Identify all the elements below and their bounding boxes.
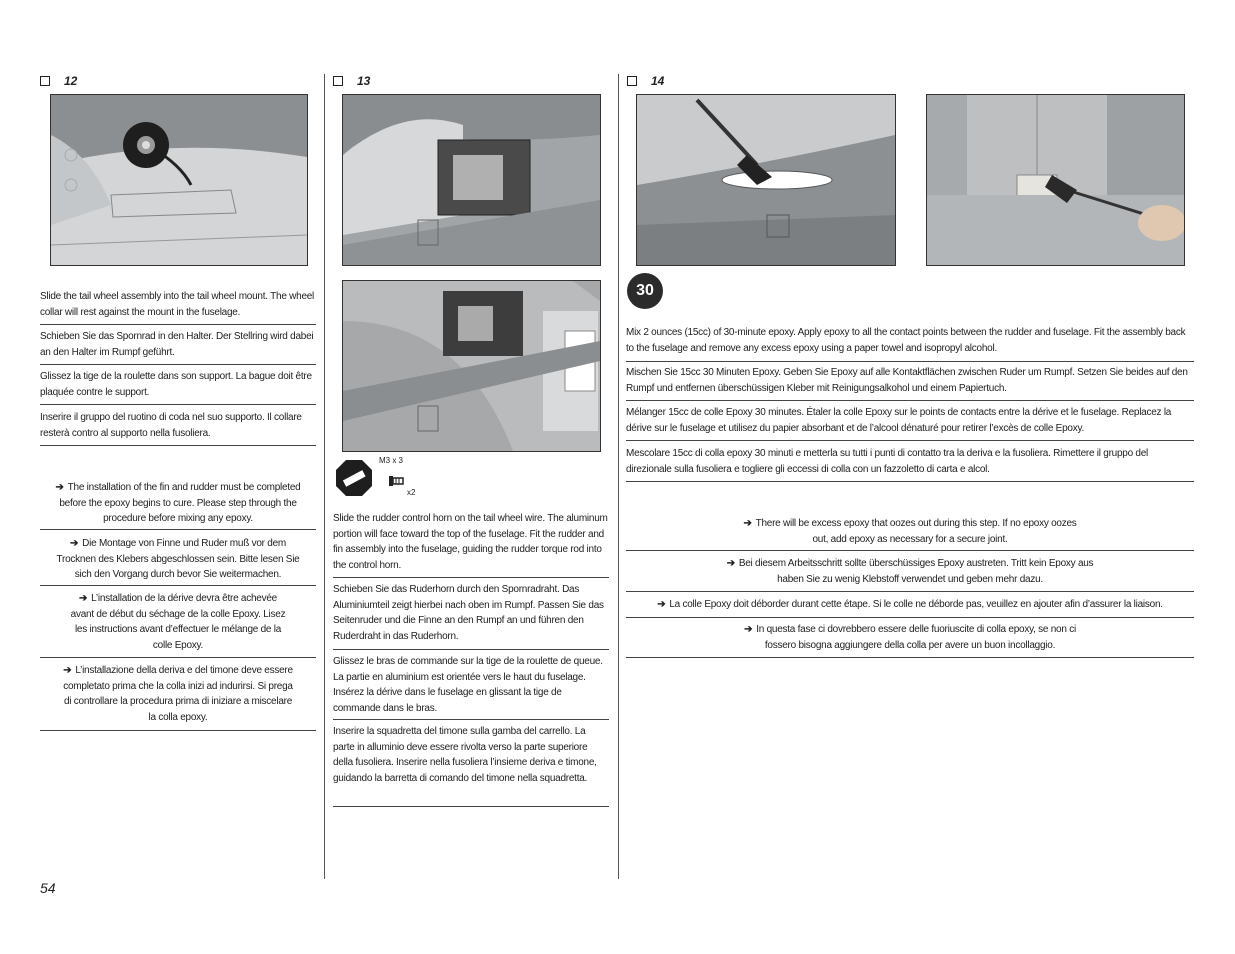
arrow-icon: ➔ xyxy=(55,482,64,493)
checkbox-icon[interactable] xyxy=(627,76,637,86)
arrow-icon: ➔ xyxy=(657,599,666,610)
note-fr: ➔ L’installation de la dérive devra être achevée avant de début du séchage de la colle Epoxy. Lisez les instructions avant d’effectuer le mélange de la colle Epoxy. xyxy=(70,593,286,651)
note-en: ➔ There will be excess epoxy that oozes out during this step. If no epoxy oozes out, add epoxy as necessary for a secure joint. xyxy=(743,518,1077,545)
photo-tail-wheel xyxy=(50,94,308,266)
photo-epoxy-rudder xyxy=(926,94,1185,266)
arrow-icon: ➔ xyxy=(63,665,72,676)
column-divider-2 xyxy=(618,74,619,879)
instruction-fr: Glissez le bras de commande sur la tige de la roulette de queue. La partie en aluminium est orientée vers le haut du fuselage. Insérez la dérive dans le fuselage en glissant la tige de commande dans le bras. xyxy=(333,656,603,714)
note-it: ➔ L’installazione della deriva e del timone deve essere completato prima che la colla inizi ad indurirsi. Si prega di controllare la procedura prima di iniziare a miscelare la colla epoxy. xyxy=(63,665,293,723)
divider xyxy=(626,550,1194,551)
epoxy-rudder-illustration xyxy=(927,95,1184,265)
divider xyxy=(40,364,316,365)
column-divider-1 xyxy=(324,74,325,879)
arrow-icon: ➔ xyxy=(79,593,88,604)
step-12-header xyxy=(40,74,77,88)
instruction-fr: Glissez la tige de la roulette dans son support. La bague doit être plaquée contre le support. xyxy=(40,371,312,398)
screwdriver-icon xyxy=(334,458,374,498)
step-14-header xyxy=(627,74,664,88)
photo-rudder-horn xyxy=(342,280,601,452)
divider xyxy=(40,529,316,530)
step-number: 14 xyxy=(651,74,665,88)
step-13-header xyxy=(333,74,370,88)
tail-wheel-illustration xyxy=(51,95,307,265)
step-number: 12 xyxy=(64,74,78,88)
instruction-de: Schieben Sie das Ruderhorn durch den Spornradraht. Das Aluminiumteil zeigt hierbei nach oben im Rumpf. Passen Sie das Seitenruder und die Finne an den Rumpf an und führen den Ruderdraht in das Ruderhorn. xyxy=(333,584,604,642)
divider xyxy=(333,719,609,720)
divider xyxy=(626,591,1194,592)
divider xyxy=(333,806,609,807)
time-badge: 30 xyxy=(627,273,663,309)
divider xyxy=(40,585,316,586)
divider xyxy=(40,445,316,446)
divider xyxy=(626,440,1194,441)
arrow-icon: ➔ xyxy=(743,518,752,529)
photo-fuselage-opening xyxy=(342,94,601,266)
instruction-de: Mischen Sie 15cc 30 Minuten Epoxy. Geben Sie Epoxy auf alle Kontaktflächen zwischen Ruder um Rumpf. Setzen Sie beides auf den Rumpf und entfernen überschüssigen Kleber mit Reinigungsalkohol und einem Papiertuch. xyxy=(626,367,1188,394)
divider xyxy=(626,617,1194,618)
hardware-label: M3 x 3 xyxy=(379,456,404,465)
step-number: 13 xyxy=(357,74,371,88)
arrow-icon: ➔ xyxy=(70,538,79,549)
note-de: ➔ Die Montage von Finne und Ruder muß vor dem Trocknen des Klebers abgeschlossen sein. Bitte lesen Sie sich den Vorgang durch bevor Sie weitermachen. xyxy=(56,538,300,580)
note-fr: ➔ La colle Epoxy doit déborder durant cette étape. Si le colle ne déborde pas, veuillez en ajouter afin d’assurer la liaison. xyxy=(657,599,1163,610)
divider xyxy=(40,404,316,405)
rudder-horn-illustration xyxy=(343,281,600,451)
divider xyxy=(40,730,316,731)
note-en: ➔ The installation of the fin and rudder must be completed before the epoxy begins to cure. Please step through the procedure before mixing any epoxy. xyxy=(55,482,301,524)
instruction-en: Mix 2 ounces (15cc) of 30-minute epoxy. Apply epoxy to all the contact points between the rudder and fuselage. Fit the assembly back to the fuselage and remove any excess epoxy using a paper towel and isopropyl alcohol. xyxy=(626,327,1186,354)
arrow-icon: ➔ xyxy=(744,624,753,635)
epoxy-fuselage-illustration xyxy=(637,95,895,265)
divider xyxy=(40,657,316,658)
photo-epoxy-fuselage xyxy=(636,94,896,266)
checkbox-icon[interactable] xyxy=(333,76,343,86)
divider xyxy=(626,481,1194,482)
instruction-fr: Mélanger 15cc de colle Epoxy 30 minutes. Étaler la colle Epoxy sur le points de contacts entre la dérive et le fuselage. Replacez la dérive sur le fuselage et utilisez du papier absorbant et de l’alcool dénaturé pour retirer l’excès de colle Epoxy. xyxy=(626,407,1172,434)
page-number: 54 xyxy=(40,880,56,896)
screw-icon xyxy=(389,473,405,483)
note-de: ➔ Bei diesem Arbeitsschritt sollte überschüssiges Epoxy austreten. Tritt kein Epoxy aus haben Sie zu wenig Klebstoff verwendet und geben mehr dazu. xyxy=(726,558,1094,585)
checkbox-icon[interactable] xyxy=(40,76,50,86)
instruction-en: Slide the rudder control horn on the tail wheel wire. The aluminum portion will face toward the top of the fuselage. Fit the rudder and fin assembly into the fuselage, guiding the rudder torque rod into the control horn. xyxy=(333,513,608,571)
divider xyxy=(333,577,609,578)
hardware-quantity: x2 xyxy=(407,488,416,497)
note-it: ➔ In questa fase ci dovrebbero essere delle fuoriuscite di colla epoxy, se non ci fossero bisogna aggiungere della colla per avere un buon incollaggio. xyxy=(744,624,1076,651)
divider xyxy=(333,649,609,650)
instruction-it: Inserire la squadretta del timone sulla gamba del carrello. La parte in alluminio deve essere rivolta verso la parte superiore della fusoliera. Inserire nella fusoliera l’insieme deriva e timone, guidando la barretta di comando del timone nella squadretta. xyxy=(333,726,597,784)
instruction-de: Schieben Sie das Spornrad in den Halter. Der Stellring wird dabei an den Halter im Rumpf geführt. xyxy=(40,331,314,358)
instruction-it: Mescolare 15cc di colla epoxy 30 minuti e metterla su tutti i punti di contatto tra la deriva e la fusoliera. Rimettere il gruppo del direzionale sulla fusoliera e togliere gli eccessi di colla con un fazzoletto di carta e alcol. xyxy=(626,448,1149,475)
arrow-icon: ➔ xyxy=(726,558,735,569)
instruction-it: Inserire il gruppo del ruotino di coda nel suo supporto. Il collare resterà contro al supporto nella fusoliera. xyxy=(40,412,302,439)
divider xyxy=(626,400,1194,401)
divider xyxy=(626,361,1194,362)
instruction-en: Slide the tail wheel assembly into the tail wheel mount. The wheel collar will rest against the mount in the fuselage. xyxy=(40,291,315,318)
fuselage-opening-illustration xyxy=(343,95,600,265)
divider xyxy=(626,657,1194,658)
divider xyxy=(40,324,316,325)
